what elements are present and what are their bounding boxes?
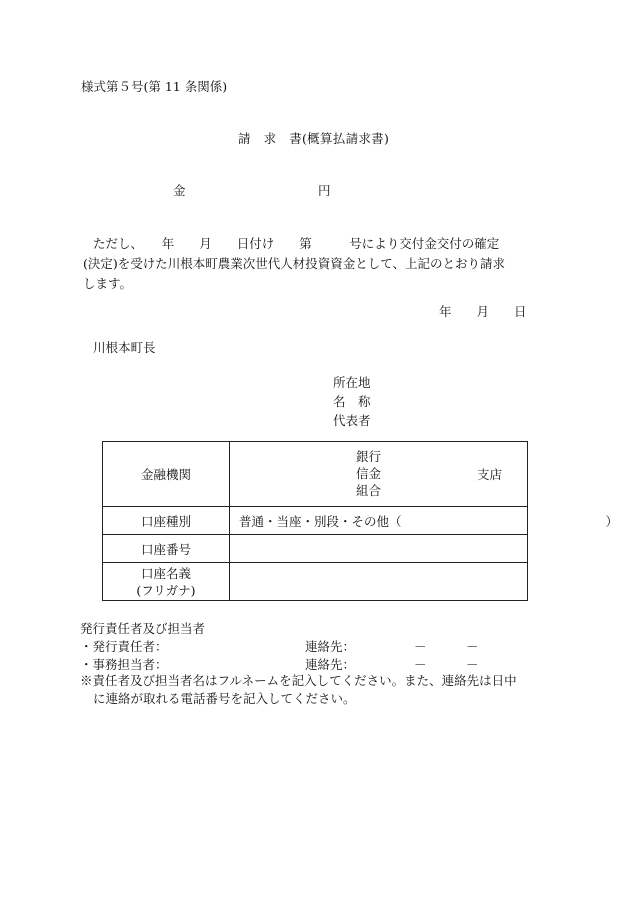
account-name-label: 口座名義 (140, 565, 191, 581)
institution-types (356, 448, 381, 499)
account-type-label: 口座種別 (103, 507, 230, 535)
account-type-options: 普通・当座・別段・その他（ (239, 513, 402, 529)
body-line-3: します。 (83, 276, 133, 291)
staff-label: ・事務担当者： (80, 657, 168, 672)
amount-label: 金 (173, 183, 186, 198)
contact-heading: 発行責任者及び担当者 (80, 621, 206, 636)
body-line-2: (決定)を受けた川根本町農業次世代人材投資資金として、上記のとおり請求 (83, 256, 506, 271)
table-row (103, 507, 528, 535)
note-block (80, 672, 517, 708)
contact-block (80, 620, 479, 674)
request-body-text (80, 234, 560, 294)
institution-type-shinkin: 信金 (356, 466, 382, 481)
institution-label: 金融機関 (103, 442, 230, 507)
applicant-address-label: 所在地 (333, 375, 371, 390)
table-row (103, 535, 528, 563)
table-row (103, 442, 528, 507)
branch-label: 支店 (477, 467, 503, 482)
document-title: 請 求 書(概算払請求書) (238, 131, 390, 146)
issuer-row (80, 638, 479, 656)
note-line-2: に連絡が取れる電話番号を記入してください。 (93, 691, 356, 706)
institution-field[interactable] (230, 442, 528, 507)
institution-type-kumiai: 組合 (356, 483, 382, 498)
account-number-field[interactable] (230, 535, 528, 563)
form-number: 様式第５号(第 11 条関係) (81, 79, 228, 94)
issuer-label: ・発行責任者： (80, 639, 168, 654)
account-name-kana-label: (フリガナ) (136, 582, 196, 598)
account-name-field[interactable] (230, 563, 528, 601)
amount-unit: 円 (318, 183, 331, 198)
issuer-phone-dash-1: － (414, 639, 427, 654)
applicant-name-label: 名 称 (333, 394, 371, 409)
issuer-phone-dash-2: － (466, 639, 479, 654)
applicant-block (333, 373, 371, 430)
staff-contact-label: 連絡先： (305, 657, 356, 672)
request-date: 年 月 日 (439, 304, 527, 319)
applicant-representative-label: 代表者 (333, 413, 371, 428)
staff-phone-dash-2: － (466, 657, 479, 672)
account-type-close-paren: ） (605, 513, 619, 529)
institution-type-bank: 銀行 (356, 449, 382, 464)
issuer-contact-label: 連絡先： (305, 639, 356, 654)
addressee: 川根本町長 (93, 340, 156, 355)
table-row (103, 563, 528, 601)
note-line-1: ※責任者及び担当者名はフルネームを記入してください。また、連絡先は日中 (80, 673, 517, 688)
account-name-header (103, 563, 230, 601)
account-number-label: 口座番号 (103, 535, 230, 563)
bank-account-table (102, 441, 619, 601)
account-type-field[interactable] (230, 507, 619, 535)
staff-phone-dash-1: － (414, 657, 427, 672)
body-line-1: ただし、 年 月 日付け 第 号により交付金交付の確定 (93, 236, 500, 251)
